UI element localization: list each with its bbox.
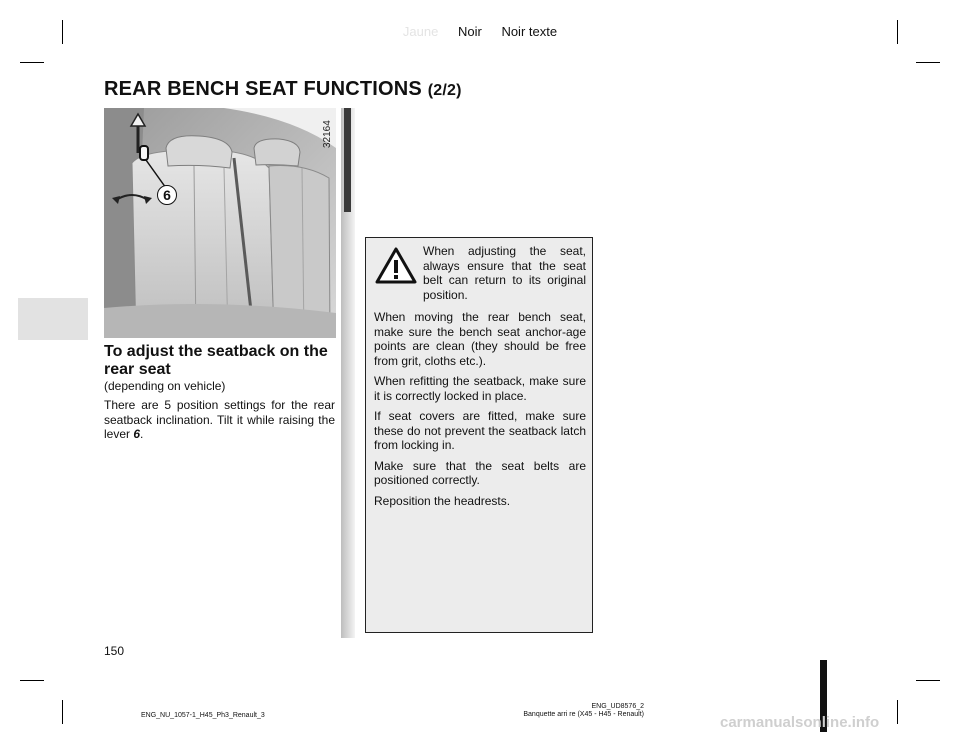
chapter-tab bbox=[18, 298, 88, 340]
color-separation-labels bbox=[0, 24, 960, 39]
crop-mark bbox=[916, 62, 940, 63]
figure-code: 32164 bbox=[322, 120, 333, 148]
crop-mark bbox=[897, 700, 898, 724]
page-title-suffix: (2/2) bbox=[427, 82, 462, 99]
seat-illustration bbox=[104, 108, 336, 338]
section-body-text: There are 5 position settings for the rear seatback inclination. Tilt it while raising the lever bbox=[104, 398, 335, 441]
crop-mark bbox=[20, 680, 44, 681]
footer-left-code: ENG_NU_1057-1_H45_Ph3_Renault_3 bbox=[141, 712, 265, 719]
page-title bbox=[104, 78, 462, 101]
crop-mark bbox=[62, 700, 63, 724]
column-divider-bar bbox=[344, 108, 351, 212]
warning-paragraph: If seat covers are fitted, make sure these do not prevent the seatback latch from locking in. bbox=[374, 409, 586, 452]
section-body-end: . bbox=[140, 427, 144, 441]
warning-triangle-icon bbox=[374, 246, 418, 286]
footer-right-line1: ENG_UD8576_2 bbox=[591, 703, 644, 710]
footer-right-code bbox=[484, 703, 644, 719]
warning-box bbox=[365, 237, 593, 633]
warning-paragraph: When moving the rear bench seat, make sure the bench seat anchor-age points are clean (they should be free from grit, cloths etc.). bbox=[374, 310, 586, 368]
footer-right-line2: Banquette arri re (X45 - H45 - Renault) bbox=[523, 711, 644, 718]
label-noir-texte: Noir texte bbox=[501, 24, 558, 39]
label-jaune: Jaune bbox=[402, 24, 439, 39]
crop-mark bbox=[916, 680, 940, 681]
warning-first-paragraph: When adjusting the seat, always ensure that the seat belt can return to its original position. bbox=[423, 244, 586, 302]
page-title-main: REAR BENCH SEAT FUNCTIONS bbox=[104, 78, 422, 100]
warning-paragraph: When refitting the seatback, make sure it is correctly locked in place. bbox=[374, 374, 586, 403]
lever-reference: 6 bbox=[133, 427, 141, 441]
warning-paragraph: Reposition the headrests. bbox=[374, 493, 511, 508]
section-heading: To adjust the seatback on the rear seat bbox=[104, 343, 328, 378]
crop-mark bbox=[20, 62, 44, 63]
warning-paragraph: Make sure that the seat belts are positioned correctly. bbox=[374, 458, 586, 487]
label-noir: Noir bbox=[457, 24, 482, 39]
watermark: carmanualsonline.info bbox=[720, 714, 880, 731]
callout-label: 6 bbox=[163, 187, 171, 203]
section-body bbox=[104, 398, 335, 442]
page-number: 150 bbox=[104, 644, 125, 658]
section-note: (depending on vehicle) bbox=[104, 379, 226, 393]
warning-paragraphs bbox=[374, 310, 586, 514]
callout-6 bbox=[157, 185, 177, 205]
seat-photo-svg bbox=[104, 108, 336, 338]
